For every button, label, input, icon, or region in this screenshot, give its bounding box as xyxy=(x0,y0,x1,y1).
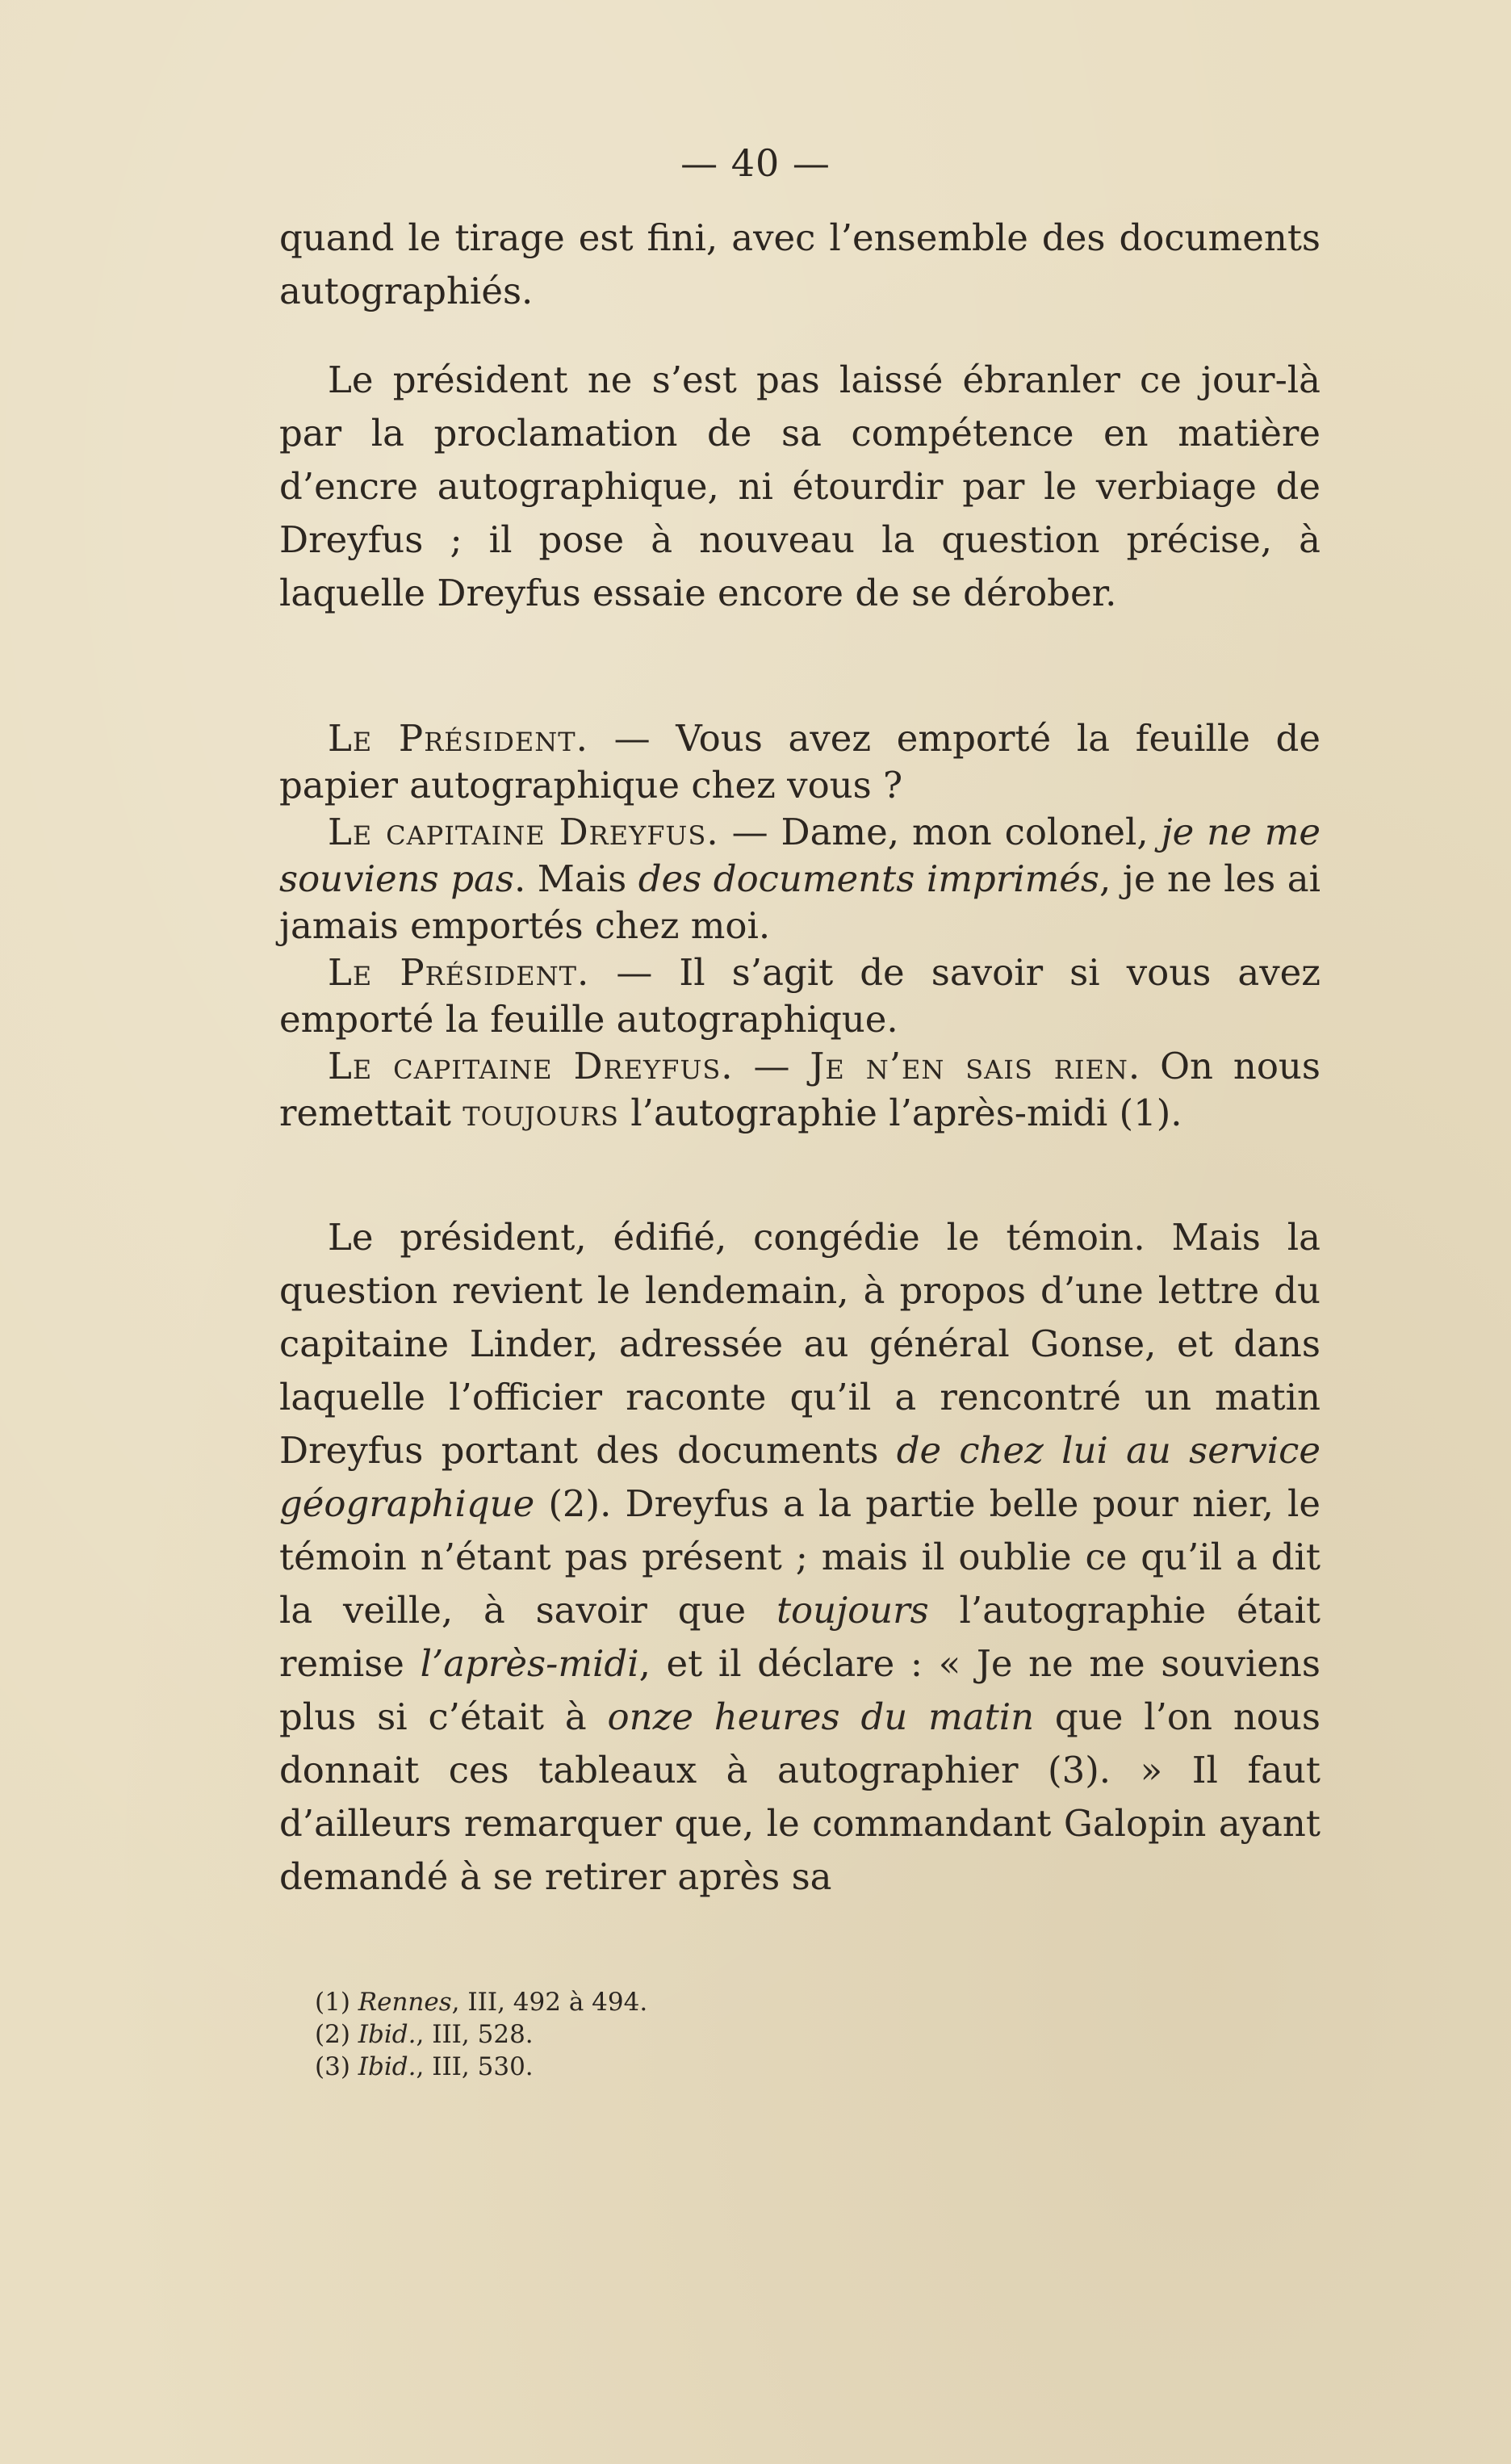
paragraph-3-text: Le président, édifié, congédie le témoin. Mais la question revient le lendemain, à propos d’une lettre du capitaine Linder, adressée au général Gonse, et dans laquelle l’officier raconte qu’il a rencontré un matin Dreyfus portant des documents xyxy=(279,1216,1321,1472)
footnotes xyxy=(315,1986,1041,2083)
paragraph-3-italic: de chez lui au service géographique xyxy=(279,1429,1321,1525)
dialogue-line-4 xyxy=(279,1043,1321,1137)
speaker-name: Le Président. xyxy=(328,951,590,994)
dialogue-italic: je ne me souviens pas xyxy=(279,811,1321,900)
dialogue-smallcaps: toujours xyxy=(463,1092,619,1134)
footnote-source: Ibid. xyxy=(358,2020,416,2049)
footnote-2 xyxy=(315,2018,1041,2051)
footnote-number: (1) xyxy=(315,1988,350,2017)
footnote-number: (3) xyxy=(315,2052,350,2081)
paragraph-3-italic: l’après-midi xyxy=(420,1642,639,1685)
speaker-name: Le capitaine Dreyfus. xyxy=(328,1045,734,1087)
paragraph-3-italic: onze heures du matin xyxy=(607,1695,1035,1738)
dialogue-text: , je ne les ai jamais emportés chez moi. xyxy=(279,857,1321,947)
paragraph-3-italic: toujours xyxy=(776,1589,929,1632)
paragraph-3-text: , et il déclare : « Je ne me souviens plus si c’était à xyxy=(279,1642,1321,1738)
dialogue-text: — Il s’agit de savoir si vous avez emporté la feuille autographique. xyxy=(279,951,1321,1041)
footnote-3 xyxy=(315,2051,1041,2083)
footnote-source: Ibid. xyxy=(358,2052,416,2081)
dialogue-line-2 xyxy=(279,809,1321,949)
dialogue-line-3 xyxy=(279,949,1321,1043)
paragraph-2: Le président ne s’est pas laissé ébranler ce jour-là par la proclamation de sa compétence en matière d’encre autographique, ni étourdir par le verbiage de Dreyfus ; il pose à nouveau la question précise, à laquelle Dreyfus essaie encore de se dérober. xyxy=(279,358,1321,614)
speaker-name: Le Président. xyxy=(328,717,588,760)
footnote-reference: , III, 530. xyxy=(416,2052,534,2081)
paragraph-3 xyxy=(279,1211,1321,1904)
dialogue-text: . Mais xyxy=(513,857,638,900)
dialogue-text: — Dame, mon colonel, xyxy=(718,811,1162,853)
dialogue-italic: des documents imprimés xyxy=(638,857,1100,900)
page-number: — 40 — xyxy=(680,141,831,185)
speaker-name: Le capitaine Dreyfus. xyxy=(328,811,719,853)
dialogue-smallcaps: Je n’en sais rien xyxy=(810,1045,1128,1087)
footnote-number: (2) xyxy=(315,2020,350,2049)
footnote-reference: , III, 492 à 494. xyxy=(451,1988,648,2017)
paragraph-president-block xyxy=(279,354,1321,620)
dialogue-block xyxy=(279,715,1321,1137)
paragraph-continuation xyxy=(279,212,1321,318)
footnote-1 xyxy=(315,1986,1041,2018)
paragraph-1: quand le tirage est fini, avec l’ensemble des documents autographiés. xyxy=(279,216,1321,312)
dialogue-text: — xyxy=(733,1045,810,1087)
paragraph-3-block xyxy=(279,1211,1321,1904)
dialogue-text: l’autographie l’après-midi (1). xyxy=(618,1092,1182,1134)
dialogue-text: . On nous remettait xyxy=(279,1045,1321,1134)
dialogue-text: — Vous avez emporté la feuille de papier autographique chez vous ? xyxy=(279,717,1321,807)
footnote-source: Rennes xyxy=(358,1988,452,2017)
footnote-reference: , III, 528. xyxy=(416,2020,534,2049)
paragraph-3-text: (2). Dreyfus a la partie belle pour nier, le témoin n’étant pas présent ; mais il oublie ce qu’il a dit la veille, à savoir que xyxy=(279,1482,1321,1632)
paragraph-3-text: l’autographie était remise xyxy=(279,1589,1321,1685)
paragraph-3-text: que l’on nous donnait ces tableaux à autographier (3). » Il faut d’ailleurs remarquer que, le commandant Galopin ayant demandé à se retirer après sa xyxy=(279,1695,1321,1898)
dialogue-line-1 xyxy=(279,715,1321,809)
